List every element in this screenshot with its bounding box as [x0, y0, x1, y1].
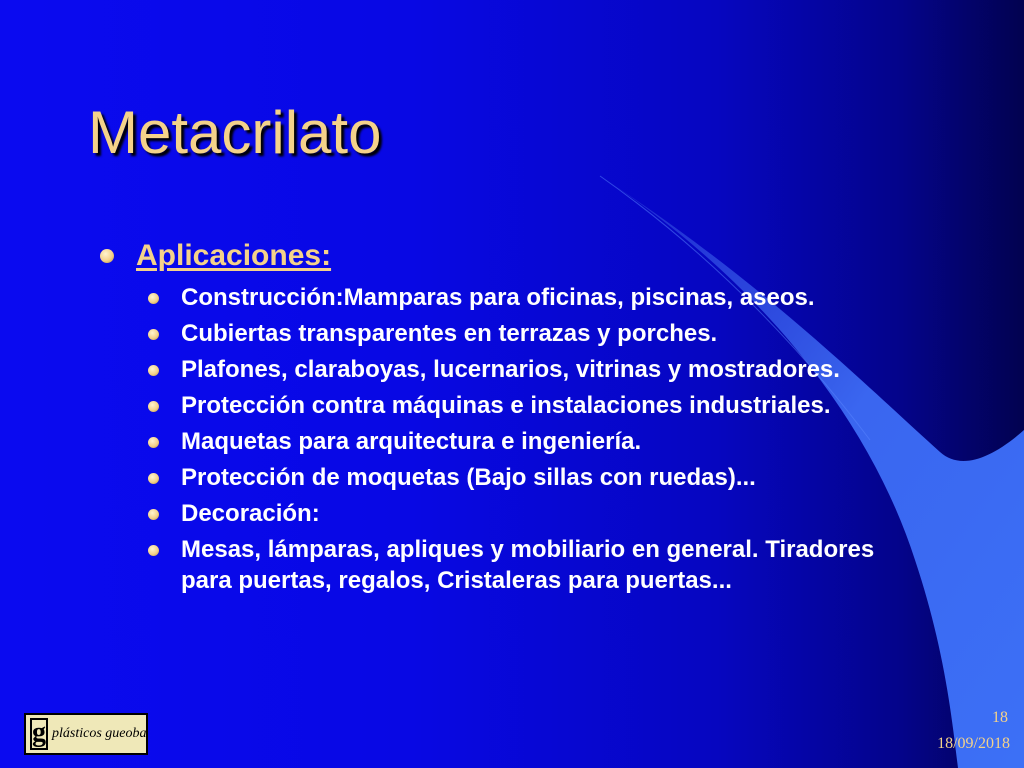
bullet-icon: [148, 545, 159, 556]
list-item: [148, 534, 900, 596]
section-heading-label: Aplicaciones:: [136, 239, 332, 272]
bullet-icon: [148, 329, 159, 340]
bullet-icon: [100, 249, 114, 263]
slide-content: [100, 236, 900, 601]
list-item-text: Mesas, lámparas, apliques y mobiliario en general. Tiradores para puertas, regalos, Cristaleras para puertas...: [181, 536, 875, 594]
list-item: [148, 354, 900, 385]
list-item-text: Protección de moquetas (Bajo sillas con ruedas)...: [181, 464, 756, 491]
list-item: [148, 318, 900, 349]
bullet-icon: [148, 401, 159, 412]
slide-date: 18/09/2018: [937, 735, 1010, 752]
list-item: [148, 498, 900, 529]
company-logo: [24, 713, 148, 755]
applications-list: [100, 282, 900, 596]
section-heading: [100, 236, 900, 276]
bullet-icon: [148, 293, 159, 304]
bullet-icon: [148, 509, 159, 520]
list-item: [148, 390, 900, 421]
bullet-icon: [148, 437, 159, 448]
bullet-icon: [148, 473, 159, 484]
list-item: [148, 462, 900, 493]
list-item: [148, 426, 900, 457]
list-item-text: Plafones, claraboyas, lucernarios, vitrinas y mostradores.: [181, 356, 840, 383]
list-item-text: Decoración:: [181, 500, 320, 527]
slide-number: 18: [992, 709, 1008, 726]
list-item-text: Cubiertas transparentes en terrazas y porches.: [181, 320, 718, 347]
list-item-text: Construcción:Mamparas para oficinas, piscinas, aseos.: [181, 284, 815, 311]
logo-text: plásticos gueoba: [52, 726, 147, 741]
slide-title: Metacrilato: [88, 99, 382, 166]
list-item-text: Protección contra máquinas e instalaciones industriales.: [181, 392, 831, 419]
list-item-text: Maquetas para arquitectura e ingeniería.: [181, 428, 642, 455]
logo-mark: g: [32, 717, 46, 748]
bullet-icon: [148, 365, 159, 376]
list-item: [148, 282, 900, 313]
